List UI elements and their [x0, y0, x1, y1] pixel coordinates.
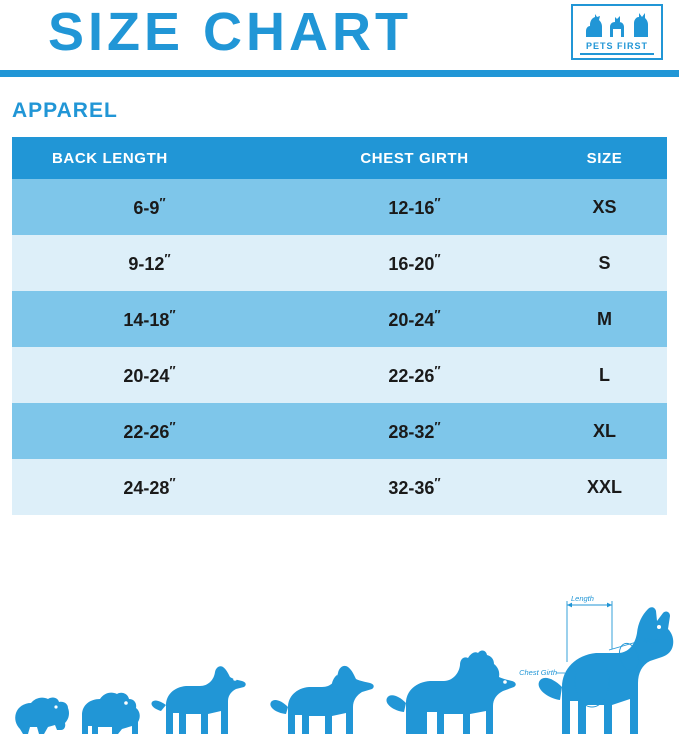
inch-mark: ″: [169, 419, 176, 434]
header-divider: [0, 70, 679, 77]
cell-back-length: 22-26″: [12, 403, 287, 459]
table-row: [12, 291, 667, 347]
cell-chest-girth: 28-32″: [287, 403, 542, 459]
section-title: APPAREL: [12, 99, 118, 122]
column-header-back-length: BACK LENGTH: [12, 137, 287, 179]
cell-size: L: [542, 347, 667, 403]
table-row: [12, 347, 667, 403]
inch-mark: ″: [434, 251, 441, 266]
inch-mark: ″: [434, 363, 441, 378]
cell-size: XS: [542, 179, 667, 235]
page-header: [0, 0, 679, 70]
inch-mark: ″: [434, 195, 441, 210]
brand-logo: [571, 4, 663, 60]
logo-divider: [580, 53, 654, 55]
column-header-size: SIZE: [542, 137, 667, 179]
dog-silhouette-pug: [82, 693, 140, 734]
cell-chest-girth: 22-26″: [287, 347, 542, 403]
table-row: [12, 459, 667, 515]
table-row: [12, 235, 667, 291]
cell-back-length: 9-12″: [12, 235, 287, 291]
table-body: [12, 179, 667, 515]
inch-mark: ″: [434, 475, 441, 490]
inch-mark: ″: [164, 251, 171, 266]
label-neck: Neck: [643, 636, 661, 645]
cell-chest-girth: 20-24″: [287, 291, 542, 347]
inch-mark: ″: [159, 195, 166, 210]
inch-mark: ″: [169, 307, 176, 322]
table-header: [12, 137, 667, 179]
label-chest-girth: Chest Girth: [519, 668, 557, 677]
table-header-row: [12, 137, 667, 179]
dog-silhouette-great-dane: [519, 594, 673, 734]
cell-chest-girth: 32-36″: [287, 459, 542, 515]
cell-chest-girth: 12-16″: [287, 179, 542, 235]
cell-back-length: 20-24″: [12, 347, 287, 403]
cell-size: M: [542, 291, 667, 347]
cell-back-length: 6-9″: [12, 179, 287, 235]
column-header-chest-girth: CHEST GIRTH: [287, 137, 542, 179]
size-chart-table: [12, 137, 667, 515]
page-title: SIZE CHART: [48, 2, 412, 62]
cell-size: XL: [542, 403, 667, 459]
inch-mark: ″: [169, 475, 176, 490]
cell-back-length: 14-18″: [12, 291, 287, 347]
dog-silhouette-schnauzer: [386, 651, 515, 734]
pets-first-logo-icon: [582, 9, 652, 39]
table-row: [12, 179, 667, 235]
inch-mark: ″: [434, 307, 441, 322]
dog-silhouette-pomeranian: [15, 698, 69, 734]
cell-size: S: [542, 235, 667, 291]
label-length: Length: [571, 594, 594, 603]
dog-silhouette-spaniel: [270, 666, 373, 734]
inch-mark: ″: [169, 363, 176, 378]
inch-mark: ″: [434, 419, 441, 434]
dog-size-illustration: [0, 587, 679, 747]
cell-chest-girth: 16-20″: [287, 235, 542, 291]
cell-back-length: 24-28″: [12, 459, 287, 515]
cell-size: XXL: [542, 459, 667, 515]
dog-silhouette-terrier: [151, 666, 245, 734]
brand-name: PETS FIRST: [585, 41, 648, 51]
table-row: [12, 403, 667, 459]
